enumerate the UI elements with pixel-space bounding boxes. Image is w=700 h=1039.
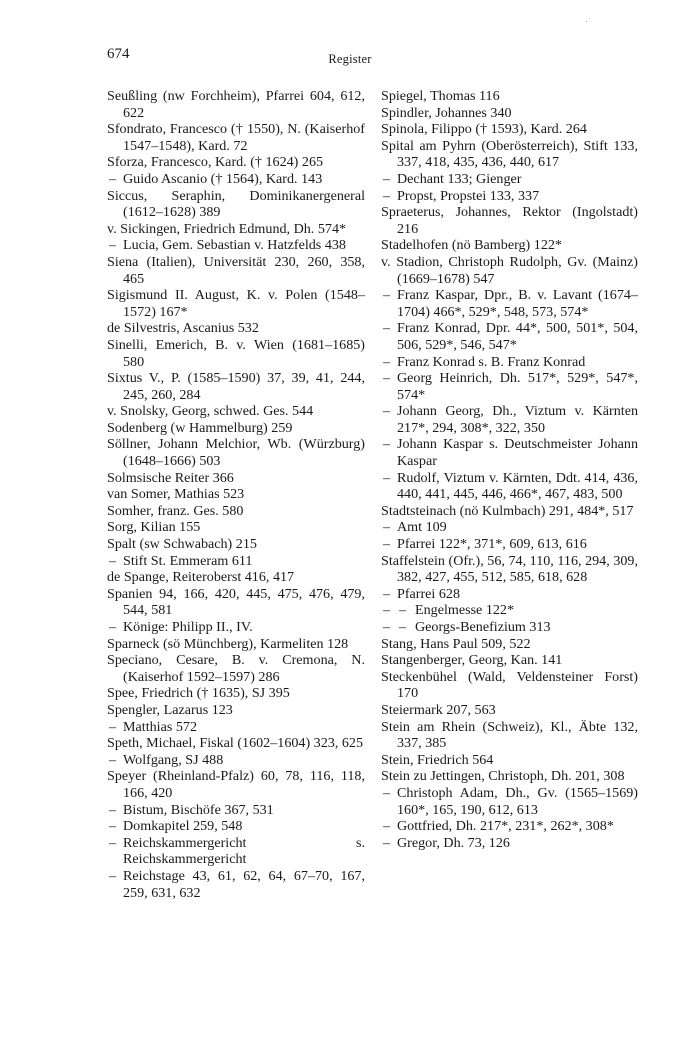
- subentry-dash: –: [109, 619, 117, 635]
- entry-text: Stein, Friedrich 564: [381, 751, 494, 768]
- entry-text: Sorg, Kilian 155: [107, 519, 201, 536]
- index-entry: [381, 636, 638, 653]
- entry-text: Engelmesse 122*: [415, 602, 515, 619]
- subentry-dash: –: [109, 834, 117, 851]
- index-subentry: [107, 752, 365, 769]
- entry-text: Söllner, Johann Melchior, Wb. (Würzburg) (1648–1666) 503: [107, 436, 365, 470]
- entry-text: Georgs-Benefizium 313: [415, 619, 551, 635]
- index-entry: [107, 436, 365, 469]
- index-entry: [381, 768, 638, 785]
- entry-text: Steiermark 207, 563: [381, 701, 496, 718]
- entry-text: Steckenbühel (Wald, Veldensteiner Forst) 170: [381, 668, 638, 702]
- entry-text: Könige: Philipp II., IV.: [123, 619, 253, 635]
- index-entry: [107, 221, 365, 238]
- entry-text: Stein am Rhein (Schweiz), Kl., Äbte 132, 337, 385: [381, 718, 638, 752]
- subentry-dash: –: [383, 170, 391, 187]
- index-subentry: [381, 287, 638, 320]
- entry-text: Siccus, Seraphin, Dominikanergeneral (1612–1628) 389: [107, 187, 365, 221]
- index-entry: [107, 486, 365, 503]
- index-entry: [107, 536, 365, 553]
- entry-text: Sinelli, Emerich, B. v. Wien (1681–1685) 580: [107, 336, 365, 370]
- entry-text: Gottfried, Dh. 217*, 231*, 262*, 308*: [397, 818, 614, 835]
- subentry-dash: –: [399, 602, 407, 619]
- subentry-dash: –: [383, 436, 391, 453]
- entry-text: Solmsische Reiter 366: [107, 469, 234, 486]
- subentry-dash: –: [383, 469, 391, 486]
- entry-text: Spanien 94, 166, 420, 445, 475, 476, 479, 544, 581: [107, 585, 365, 619]
- entry-text: Lucia, Gem. Sebastian v. Hatzfelds 438: [123, 237, 346, 254]
- entry-text: Georg Heinrich, Dh. 517*, 529*, 547*, 574*: [397, 370, 638, 403]
- subentry-dash: –: [383, 536, 391, 553]
- subentry-dash: –: [383, 619, 391, 635]
- index-entry: [381, 553, 638, 586]
- entry-text: Matthias 572: [123, 718, 197, 735]
- index-subentry: [107, 719, 365, 736]
- index-entry: [381, 503, 638, 520]
- index-entry: [381, 121, 638, 138]
- index-entry: [107, 121, 365, 154]
- entry-text: Sixtus V., P. (1585–1590) 37, 39, 41, 244, 245, 260, 284: [107, 370, 365, 403]
- entry-text: Siena (Italien), Universität 230, 260, 358, 465: [107, 253, 365, 287]
- subentry-dash: –: [109, 867, 117, 884]
- index-subentry: [381, 320, 638, 353]
- index-entry: [381, 237, 638, 254]
- subentry-dash: –: [399, 619, 407, 635]
- index-subentry: [381, 602, 638, 619]
- index-entry: [107, 403, 365, 420]
- index-subentry: [381, 586, 638, 603]
- index-entry: [381, 652, 638, 669]
- entry-text: v. Stadion, Christoph Rudolph, Gv. (Mainz) (1669–1678) 547: [381, 253, 638, 287]
- index-entry: [107, 420, 365, 437]
- index-subentry: [107, 802, 365, 819]
- entry-text: Gregor, Dh. 73, 126: [397, 834, 510, 851]
- subentry-dash: –: [383, 519, 391, 536]
- entry-text: Speciano, Cesare, B. v. Cremona, N. (Kaiserhof 1592–1597) 286: [107, 652, 365, 685]
- entry-text: Reichstage 43, 61, 62, 64, 67–70, 167, 259, 631, 632: [123, 867, 365, 901]
- entry-text: Franz Kaspar, Dpr., B. v. Lavant (1674–1704) 466*, 529*, 548, 573, 574*: [397, 287, 638, 320]
- entry-text: Spiegel, Thomas 116: [381, 88, 500, 104]
- entry-text: Sforza, Francesco, Kard. († 1624) 265: [107, 154, 324, 171]
- index-entry: [381, 204, 638, 237]
- entry-text: de Spange, Reiteroberst 416, 417: [107, 569, 295, 586]
- index-subentry: [381, 436, 638, 469]
- index-column-right: [381, 88, 638, 851]
- index-subentry: [381, 818, 638, 835]
- entry-text: Dechant 133; Gienger: [397, 170, 522, 187]
- entry-text: Somher, franz. Ges. 580: [107, 502, 244, 519]
- entry-text: Stang, Hans Paul 509, 522: [381, 635, 531, 652]
- entry-text: Bistum, Bischöfe 367, 531: [123, 801, 274, 818]
- index-subentry: [107, 553, 365, 570]
- index-subentry: [107, 835, 365, 868]
- entry-text: Sodenberg (w Hammelburg) 259: [107, 419, 293, 436]
- subentry-dash: –: [383, 370, 391, 387]
- index-column-left: [107, 88, 365, 901]
- entry-text: Pfarrei 628: [397, 585, 461, 602]
- entry-text: Spindler, Johannes 340: [381, 104, 512, 121]
- entry-text: Reichskammergericht s. Reichskammergericht: [123, 834, 365, 868]
- index-entry: [381, 669, 638, 702]
- entry-text: Pfarrei 122*, 371*, 609, 613, 616: [397, 536, 587, 553]
- index-subentry: [381, 835, 638, 852]
- subentry-dash: –: [109, 818, 117, 835]
- index-subentry: [107, 171, 365, 188]
- index-entry: [107, 586, 365, 619]
- index-subentry: [381, 536, 638, 553]
- subentry-dash: –: [383, 403, 391, 420]
- entry-text: Sigismund II. August, K. v. Polen (1548–1572) 167*: [107, 287, 365, 320]
- entry-text: Spital am Pyhrn (Oberösterreich), Stift 133, 337, 418, 435, 436, 440, 617: [381, 137, 638, 171]
- subentry-dash: –: [383, 585, 391, 602]
- index-subentry: [381, 519, 638, 536]
- index-entry: [107, 320, 365, 337]
- index-subentry: [381, 370, 638, 403]
- entry-text: Wolfgang, SJ 488: [123, 751, 224, 768]
- index-entry: [381, 254, 638, 287]
- index-entry: [381, 752, 638, 769]
- index-entry: [107, 652, 365, 685]
- index-entry: [107, 370, 365, 403]
- entry-text: v. Sickingen, Friedrich Edmund, Dh. 574*: [107, 220, 347, 237]
- index-entry: [381, 88, 638, 105]
- entry-text: Franz Konrad, Dpr. 44*, 500, 501*, 504, 506, 529*, 546, 547*: [397, 320, 638, 353]
- index-entry: [107, 702, 365, 719]
- running-title: Register: [328, 52, 372, 66]
- index-entry: [107, 254, 365, 287]
- index-entry: [381, 719, 638, 752]
- entry-text: Stein zu Jettingen, Christoph, Dh. 201, 308: [381, 768, 625, 785]
- entry-text: Stadelhofen (nö Bamberg) 122*: [381, 237, 562, 254]
- entry-text: Speyer (Rheinland-Pfalz) 60, 78, 116, 118, 166, 420: [107, 768, 365, 801]
- index-entry: [381, 702, 638, 719]
- index-entry: [381, 138, 638, 171]
- index-entry: [107, 735, 365, 752]
- subentry-dash: –: [383, 784, 391, 801]
- entry-text: Seußling (nw Forchheim), Pfarrei 604, 612, 622: [107, 88, 365, 121]
- index-entry: [107, 88, 365, 121]
- index-entry: [107, 287, 365, 320]
- index-subentry: [107, 619, 365, 636]
- scan-speck: [586, 21, 587, 22]
- entry-text: Johann Kaspar s. Deutschmeister Johann Kaspar: [397, 436, 638, 470]
- index-subentry: [381, 470, 638, 503]
- subentry-dash: –: [383, 818, 391, 835]
- entry-text: Sparneck (sö Münchberg), Karmeliten 128: [107, 635, 349, 652]
- subentry-dash: –: [109, 801, 117, 818]
- index-subentry: [381, 171, 638, 188]
- entry-text: van Somer, Mathias 523: [107, 486, 245, 503]
- index-subentry: [107, 868, 365, 901]
- subentry-dash: –: [383, 353, 391, 370]
- entry-text: Speth, Michael, Fiskal (1602–1604) 323, 625: [107, 735, 364, 752]
- index-subentry: [107, 237, 365, 254]
- index-entry: [107, 685, 365, 702]
- index-subentry: [381, 188, 638, 205]
- entry-text: Johann Georg, Dh., Viztum v. Kärnten 217*, 294, 308*, 322, 350: [397, 403, 638, 436]
- subentry-dash: –: [383, 320, 391, 337]
- subentry-dash: –: [383, 187, 391, 204]
- entry-text: Rudolf, Viztum v. Kärnten, Ddt. 414, 436, 440, 441, 445, 446, 466*, 467, 483, 500: [397, 469, 638, 503]
- index-subentry: [381, 403, 638, 436]
- entry-text: Christoph Adam, Dh., Gv. (1565–1569) 160*, 165, 190, 612, 613: [397, 784, 638, 818]
- index-entry: [107, 154, 365, 171]
- entry-text: Stift St. Emmeram 611: [123, 552, 253, 569]
- subentry-dash: –: [383, 834, 391, 851]
- index-entry: [107, 519, 365, 536]
- subentry-dash: –: [109, 552, 117, 569]
- index-subentry: [381, 785, 638, 818]
- subentry-dash: –: [383, 602, 391, 619]
- entry-text: Staffelstein (Ofr.), 56, 74, 110, 116, 294, 309, 382, 427, 455, 512, 585, 618, 628: [381, 552, 638, 586]
- entry-text: v. Snolsky, Georg, schwed. Ges. 544: [107, 403, 314, 420]
- index-entry: [107, 569, 365, 586]
- entry-text: Spalt (sw Schwabach) 215: [107, 536, 257, 553]
- index-entry: [107, 768, 365, 801]
- index-entry: [107, 470, 365, 487]
- entry-text: Spinola, Filippo († 1593), Kard. 264: [381, 121, 587, 138]
- index-entry: [107, 188, 365, 221]
- page-number: 674: [107, 46, 130, 62]
- entry-text: Stangenberger, Georg, Kan. 141: [381, 652, 563, 669]
- entry-text: Sfondrato, Francesco († 1550), N. (Kaiserhof 1547–1548), Kard. 72: [107, 121, 365, 154]
- subentry-dash: –: [383, 287, 391, 304]
- entry-text: Spengler, Lazarus 123: [107, 701, 233, 718]
- subentry-dash: –: [109, 237, 117, 254]
- index-entry: [107, 636, 365, 653]
- index-entry: [107, 337, 365, 370]
- subentry-dash: –: [109, 751, 117, 768]
- entry-text: Spee, Friedrich († 1635), SJ 395: [107, 685, 290, 702]
- entry-text: Propst, Propstei 133, 337: [397, 187, 540, 204]
- entry-text: Domkapitel 259, 548: [123, 818, 243, 835]
- subentry-dash: –: [109, 170, 117, 187]
- entry-text: Franz Konrad s. B. Franz Konrad: [397, 353, 586, 370]
- index-subentry: [381, 354, 638, 371]
- entry-text: Stadtsteinach (nö Kulmbach) 291, 484*, 517: [381, 502, 634, 519]
- index-entry: [381, 105, 638, 122]
- entry-text: Spraeterus, Johannes, Rektor (Ingolstadt) 216: [381, 204, 638, 237]
- entry-text: Guido Ascanio († 1564), Kard. 143: [123, 170, 323, 187]
- entry-text: Amt 109: [397, 519, 447, 536]
- index-subentry: [381, 619, 638, 636]
- index-subentry: [107, 818, 365, 835]
- entry-text: de Silvestris, Ascanius 532: [107, 320, 259, 337]
- index-entry: [107, 503, 365, 520]
- subentry-dash: –: [109, 718, 117, 735]
